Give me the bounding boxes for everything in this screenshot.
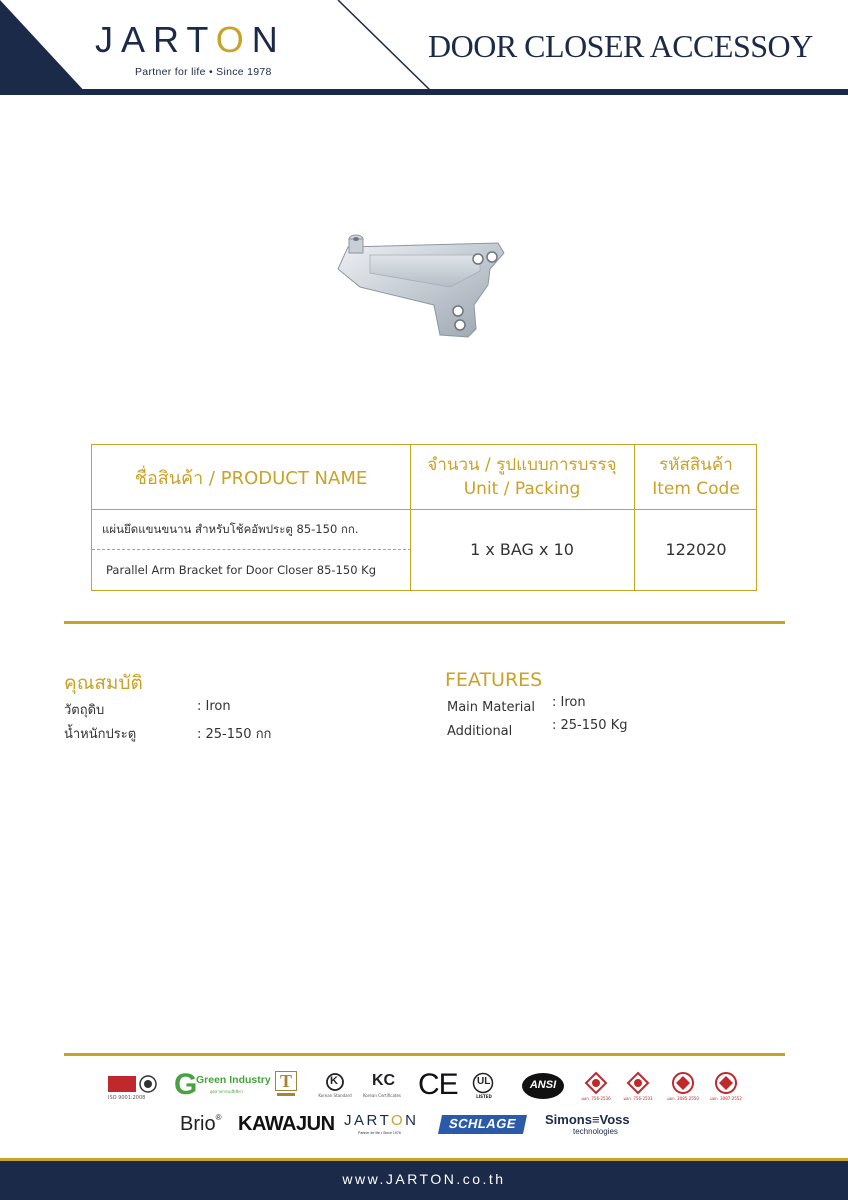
- kc-mark: KC: [372, 1072, 396, 1089]
- green-industry-logo: G Green Industry อุตสาหกรรมสีเขียว: [174, 1068, 271, 1101]
- feature-label-main-material: Main Material: [447, 700, 535, 715]
- tis-icon: [705, 1071, 747, 1095]
- product-image: [330, 225, 505, 345]
- section-divider: [64, 621, 785, 624]
- ul-mark: UL: [477, 1076, 491, 1087]
- feature-value-main-material: : Iron: [552, 695, 586, 710]
- properties-title-thai: คุณสมบัติ: [64, 672, 143, 694]
- column-header-item-code-th: รหัสสินค้า: [659, 455, 733, 475]
- korean-standard-label: Korean Standard: [318, 1093, 352, 1098]
- tis-label-3: มอก. 2085-2550: [667, 1096, 699, 1101]
- page-footer: [0, 1158, 848, 1200]
- tis-icon: [662, 1071, 704, 1095]
- thailand-brand-logo: [275, 1071, 301, 1099]
- packing-value: 1 x BAG x 10: [470, 540, 574, 559]
- schlage-logo: [438, 1115, 527, 1134]
- tis-logo-4: [705, 1071, 747, 1103]
- brand-name: JARTON: [95, 19, 286, 60]
- table-header-divider: [92, 509, 756, 510]
- jarton-partner-name: JARTON: [344, 1112, 419, 1129]
- ce-mark-logo: CE: [418, 1068, 458, 1101]
- column-header-product-name: ชื่อสินค้า / PRODUCT NAME: [134, 468, 368, 489]
- tis-icon: [618, 1071, 658, 1095]
- brio-label: Brio: [180, 1113, 216, 1135]
- feature-label-additional: Additional: [447, 724, 513, 739]
- page-header: [0, 0, 848, 95]
- website-url[interactable]: www.JARTON.co.th: [342, 1171, 506, 1187]
- thailand-brand-mark: T: [275, 1071, 297, 1091]
- ansi-mark: ANSI: [529, 1079, 557, 1091]
- simons-voss-sub: technologies: [573, 1127, 618, 1136]
- ul-listed-logo: [472, 1072, 512, 1100]
- jarton-logo: [95, 20, 325, 78]
- jarton-partner-logo: [344, 1112, 426, 1138]
- iso-certification-logo: [108, 1074, 160, 1100]
- korean-certificate-logo: [363, 1072, 401, 1100]
- korean-certificate-label: Korean Certificates: [363, 1093, 402, 1098]
- table-name-divider: [92, 549, 411, 550]
- product-table: [91, 444, 757, 591]
- column-header-item-code-en: Item Code: [652, 479, 740, 499]
- brio-registered-mark: ®: [215, 1113, 222, 1122]
- brand-tagline: Partner for life • Since 1978: [135, 66, 272, 78]
- iso-label: ISO 9001:2008: [108, 1095, 146, 1101]
- logos-divider: [64, 1053, 785, 1056]
- property-label-material: วัตถุดิบ: [64, 703, 105, 718]
- features-title: FEATURES: [445, 669, 543, 691]
- simons-voss-label: Simons≡Voss: [545, 1112, 630, 1127]
- ul-listed-label: LISTED: [476, 1094, 492, 1099]
- jarton-partner-tagline: Partner for life • Since 1978: [358, 1131, 401, 1135]
- tis-logo-3: [662, 1071, 704, 1103]
- tis-icon: [576, 1071, 616, 1095]
- document-title: DOOR CLOSER ACCESSOY: [428, 28, 813, 64]
- tis-label-1: มอก. 756-2536: [581, 1096, 611, 1101]
- product-name-thai: แผ่นยึดแขนขนาน สำหรับโช้คอัพประตู 85-150 กก.: [102, 522, 359, 536]
- green-industry-label: Green Industry: [196, 1074, 271, 1086]
- property-label-door-weight: น้ำหนักประตู: [64, 727, 137, 742]
- iso-seal-icon: [138, 1074, 158, 1094]
- tis-logo-2: [618, 1071, 658, 1103]
- schlage-label: SCHLAGE: [447, 1116, 518, 1131]
- item-code-value: 122020: [665, 540, 727, 559]
- tis-logo-1: [576, 1071, 616, 1103]
- simons-voss-logo: [545, 1112, 670, 1138]
- ks-mark: K: [330, 1075, 338, 1087]
- product-name-english: Parallel Arm Bracket for Door Closer 85-150 Kg: [106, 563, 377, 577]
- green-industry-sub: อุตสาหกรรมสีเขียว: [210, 1089, 243, 1094]
- kawajun-logo: KAWAJUN: [238, 1113, 335, 1135]
- brio-logo: [180, 1113, 221, 1139]
- korean-standard-logo: [318, 1073, 352, 1101]
- tis-label-2: มอก. 756-2531: [623, 1096, 653, 1101]
- property-value-material: : Iron: [197, 699, 231, 714]
- feature-value-additional: : 25-150 Kg: [552, 718, 628, 733]
- tis-label-4: มอก. 3087-2552: [710, 1096, 742, 1101]
- ansi-logo: [522, 1073, 564, 1099]
- column-header-packing-en: Unit / Packing: [463, 479, 581, 499]
- property-value-door-weight: : 25-150 กก: [197, 727, 272, 742]
- column-header-packing-th: จำนวน / รูปแบบการบรรจุ: [427, 455, 617, 475]
